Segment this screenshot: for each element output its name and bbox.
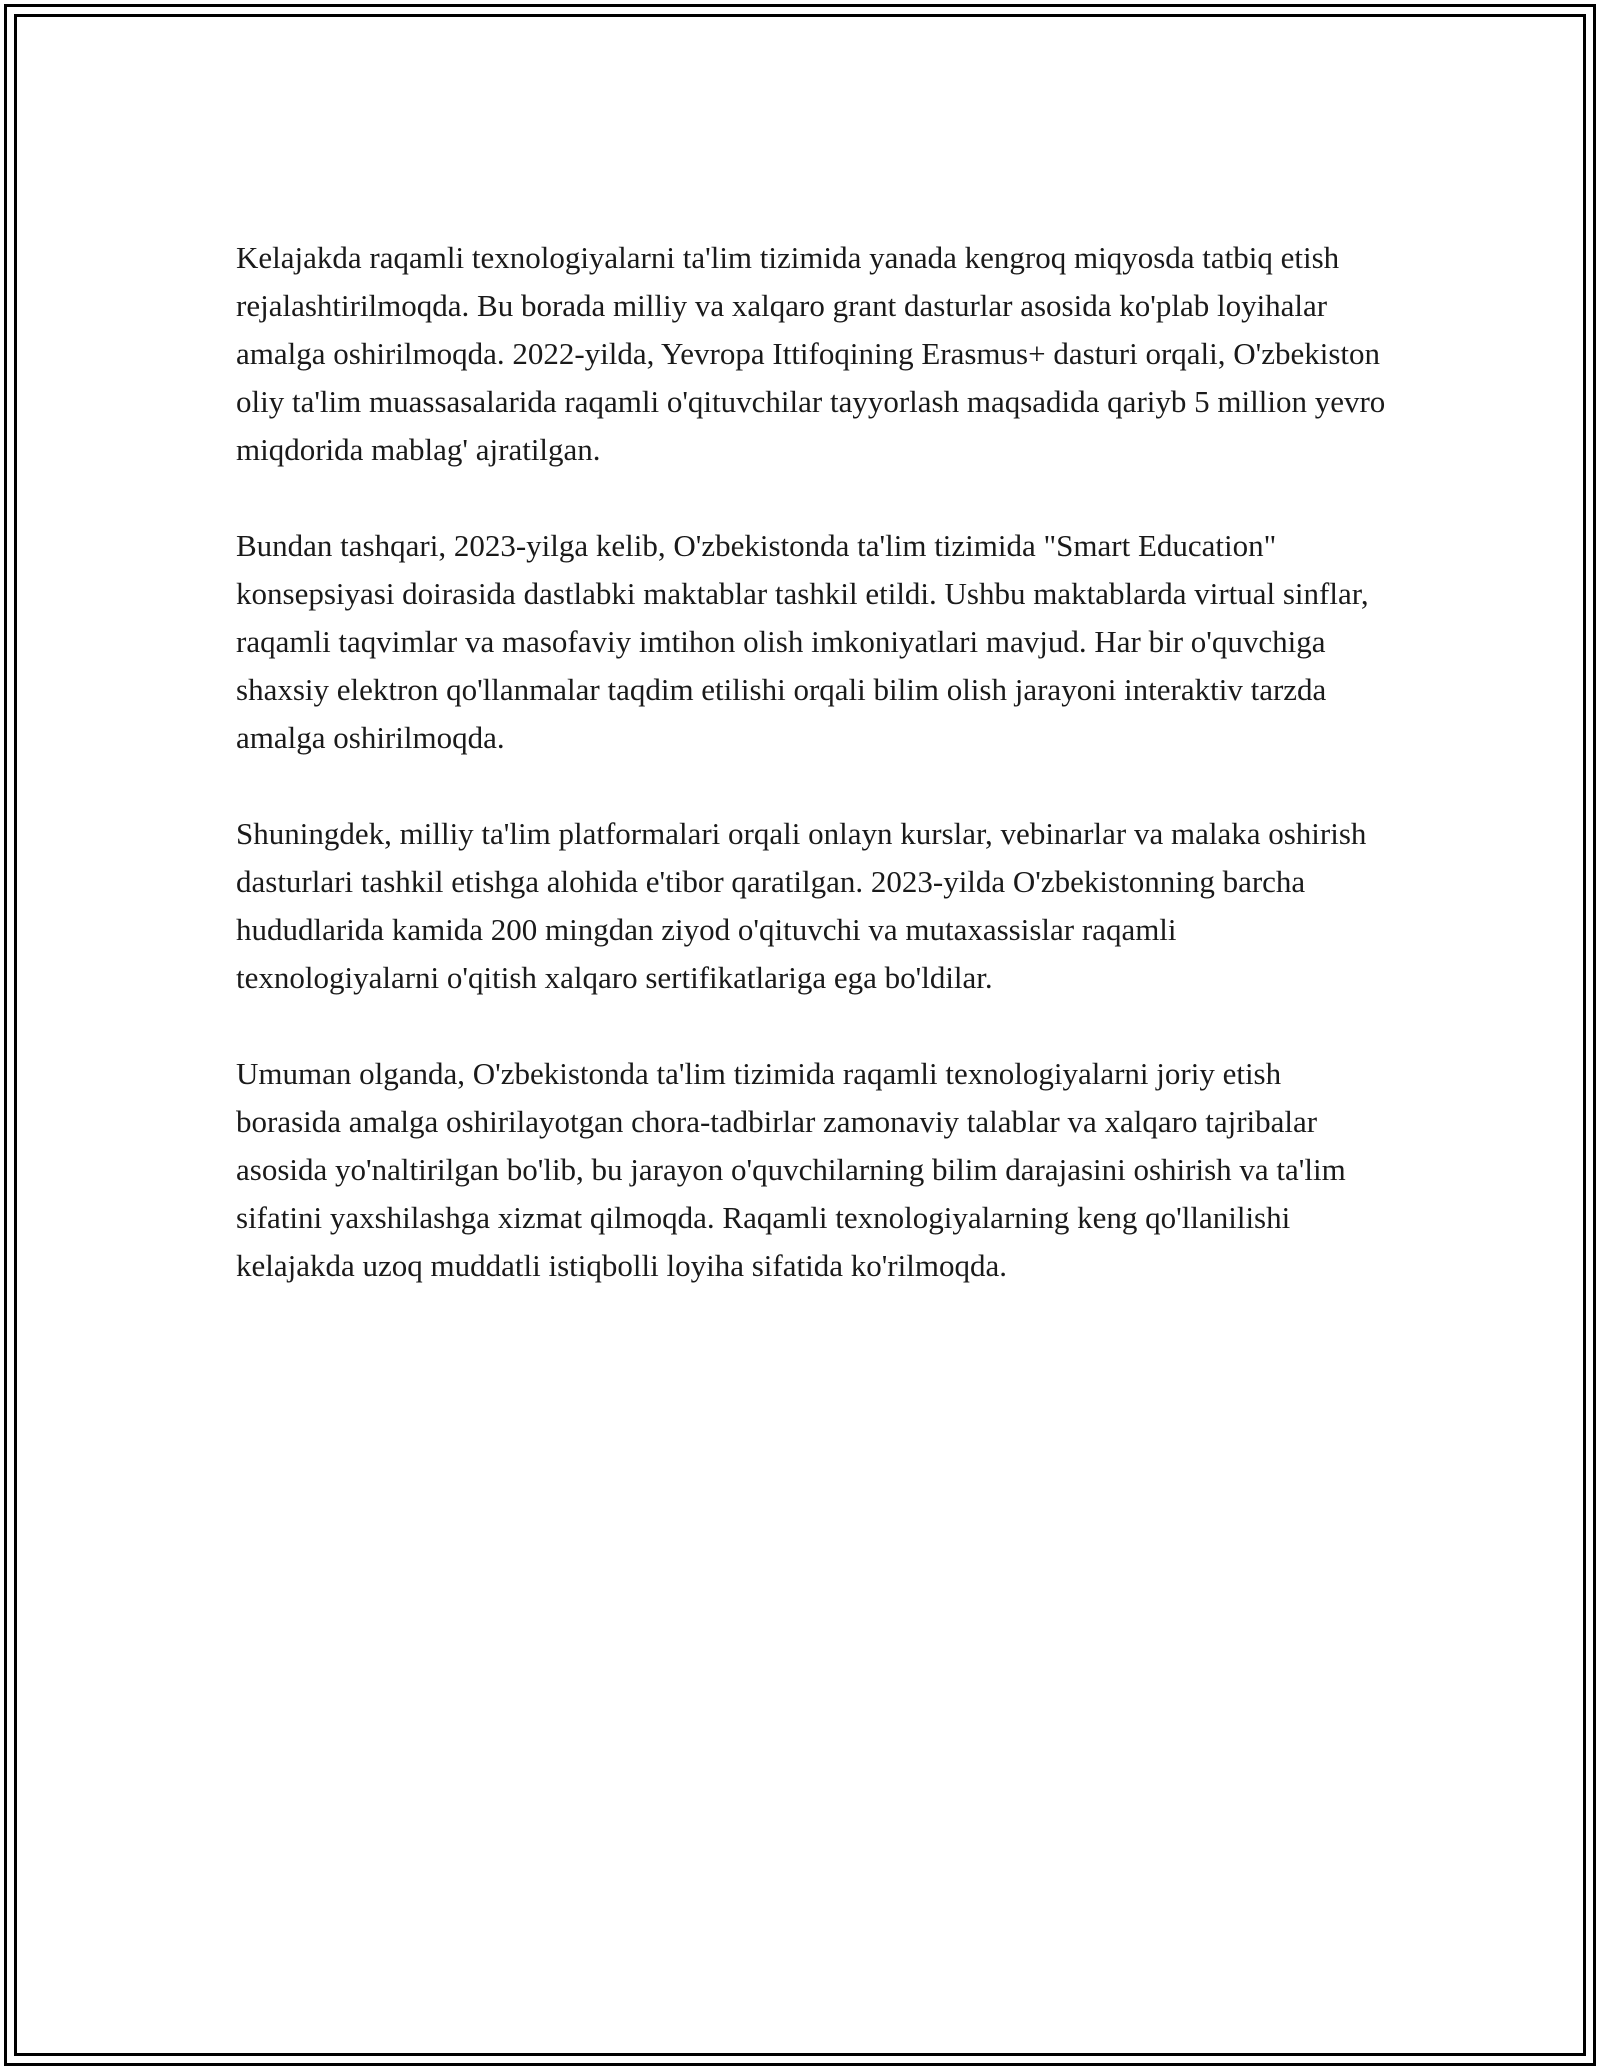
paragraph-2: Bundan tashqari, 2023-yilga kelib, O'zbekistonda ta'lim tizimida "Smart Education" konsepsiyasi doirasida dastlabki maktablar tashkil etildi. Ushbu maktablarda virtual sinflar, raqamli taqvimlar va masofaviy imtihon olish imkoniyatlari mavjud. Har bir o'quvchiga shaxsiy elektron qo'llanmalar taqdim etilishi orqali bilim olish jarayoni interaktiv tarzda amalga oshirilmoqda. — [236, 528, 1369, 755]
paragraph-4: Umuman olganda, O'zbekistonda ta'lim tizimida raqamli texnologiyalarni joriy etish borasida amalga oshirilayotgan chora-tadbirlar zamonaviy talablar va xalqaro tajribalar asosida yo'naltirilgan bo'lib, bu jarayon o'quvchilarning bilim darajasini oshirish va ta'lim sifatini yaxshilashga xizmat qilmoqda. Raqamli texnologiyalarning keng qo'llanilishi kelajakda uzoq muddatli istiqbolli loyiha sifatida ko'rilmoqda. — [236, 1056, 1346, 1283]
paragraph-1: Kelajakda raqamli texnologiyalarni ta'lim tizimida yanada kengroq miqyosda tatbiq etish rejalashtirilmoqda. Bu borada milliy va xalqaro grant dasturlar asosida ko'plab loyihalar amalga oshirilmoqda. 2022-yilda, Yevropa Ittifoqining Erasmus+ dasturi orqali, O'zbekiston oliy ta'lim muassasalarida raqamli o'qituvchilar tayyorlash maqsadida qariyb 5 million yevro miqdorida mablag' ajratilgan. — [236, 240, 1386, 467]
document-body — [236, 234, 1386, 1290]
paragraph-3: Shuningdek, milliy ta'lim platformalari orqali onlayn kurslar, vebinarlar va malaka oshirish dasturlari tashkil etishga alohida e'tibor qaratilgan. 2023-yilda O'zbekistonning barcha hududlarida kamida 200 mingdan ziyod o'qituvchi va mutaxassislar raqamli texnologiyalarni o'qitish xalqaro sertifikatlariga ega bo'ldilar. — [236, 816, 1367, 995]
